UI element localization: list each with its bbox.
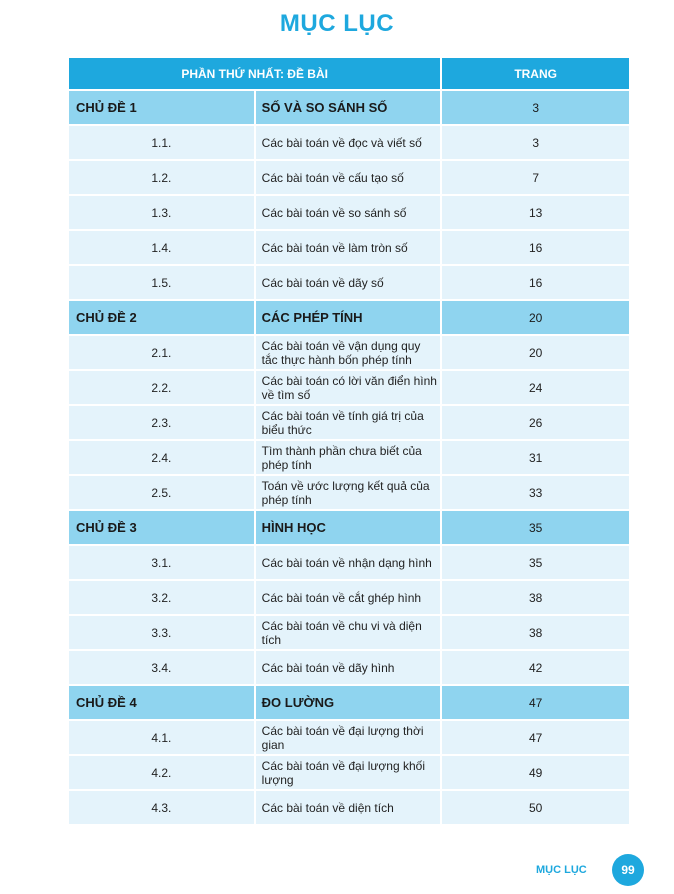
topic-title: HÌNH HỌC (256, 511, 443, 546)
page-number: 35 (442, 511, 629, 546)
page-number: 13 (442, 196, 629, 231)
entry-number: 2.5. (69, 476, 256, 511)
entry-row (69, 266, 629, 301)
entry-row (69, 581, 629, 616)
entry-row (69, 651, 629, 686)
page-number: 26 (442, 406, 629, 441)
topic-title: CÁC PHÉP TÍNH (256, 301, 443, 336)
topic-number: CHỦ ĐỀ 1 (69, 91, 256, 126)
entry-number: 3.4. (69, 651, 256, 686)
page-title: MỤC LỤC (279, 10, 395, 37)
entry-row (69, 441, 629, 476)
entry-number: 3.2. (69, 581, 256, 616)
entry-title: Các bài toán về dãy số (256, 266, 443, 301)
table-of-contents (69, 58, 629, 826)
page-number: 49 (442, 756, 629, 791)
page-number: 47 (442, 686, 629, 721)
entry-number: 2.4. (69, 441, 256, 476)
page-number: 42 (442, 651, 629, 686)
page-number-badge: 99 (612, 854, 644, 886)
page-number: 3 (442, 91, 629, 126)
entry-row (69, 196, 629, 231)
toc-header-row (69, 58, 629, 91)
page-column-heading: TRANG (442, 58, 629, 91)
entry-title: Các bài toán về so sánh số (256, 196, 443, 231)
entry-number: 3.1. (69, 546, 256, 581)
entry-number: 4.1. (69, 721, 256, 756)
page-number: 16 (442, 231, 629, 266)
entry-row (69, 371, 629, 406)
page-number: 33 (442, 476, 629, 511)
topic-row (69, 686, 629, 721)
entry-title: Các bài toán về cắt ghép hình (256, 581, 443, 616)
topic-number: CHỦ ĐỀ 4 (69, 686, 256, 721)
page-number: 38 (442, 581, 629, 616)
page-number: 20 (442, 301, 629, 336)
entry-title: Các bài toán về diện tích (256, 791, 443, 826)
entry-number: 1.2. (69, 161, 256, 196)
entry-number: 3.3. (69, 616, 256, 651)
entry-row (69, 616, 629, 651)
entry-title: Các bài toán về đại lượng khối lượng (256, 756, 443, 791)
page-number: 7 (442, 161, 629, 196)
entry-row (69, 126, 629, 161)
topic-number: CHỦ ĐỀ 3 (69, 511, 256, 546)
entry-title: Các bài toán về đại lượng thời gian (256, 721, 443, 756)
entry-row (69, 336, 629, 371)
entry-title: Các bài toán về đọc và viết số (256, 126, 443, 161)
entry-number: 1.1. (69, 126, 256, 161)
topic-row (69, 301, 629, 336)
page-number: 24 (442, 371, 629, 406)
topic-title: ĐO LƯỜNG (256, 686, 443, 721)
entry-number: 2.3. (69, 406, 256, 441)
page-number: 3 (442, 126, 629, 161)
page-number: 16 (442, 266, 629, 301)
page-number: 20 (442, 336, 629, 371)
entry-title: Các bài toán về nhận dạng hình (256, 546, 443, 581)
toc-body (69, 91, 629, 826)
entry-title: Các bài toán có lời văn điển hình về tìm số (256, 371, 443, 406)
page-number: 31 (442, 441, 629, 476)
entry-title: Các bài toán về làm tròn số (256, 231, 443, 266)
entry-row (69, 231, 629, 266)
entry-title: Các bài toán về tính giá trị của biểu thức (256, 406, 443, 441)
entry-number: 1.4. (69, 231, 256, 266)
entry-row (69, 791, 629, 826)
entry-title: Các bài toán về chu vi và diện tích (256, 616, 443, 651)
topic-number: CHỦ ĐỀ 2 (69, 301, 256, 336)
page-number: 35 (442, 546, 629, 581)
entry-number: 4.2. (69, 756, 256, 791)
entry-row (69, 161, 629, 196)
entry-title: Tìm thành phần chưa biết của phép tính (256, 441, 443, 476)
entry-number: 2.1. (69, 336, 256, 371)
entry-number: 1.5. (69, 266, 256, 301)
part-heading: PHẦN THỨ NHẤT: ĐỀ BÀI (69, 58, 442, 91)
entry-number: 4.3. (69, 791, 256, 826)
entry-title: Toán về ước lượng kết quả của phép tính (256, 476, 443, 511)
entry-number: 2.2. (69, 371, 256, 406)
page-number: 38 (442, 616, 629, 651)
page-number: 47 (442, 721, 629, 756)
footer-label: MỤC LỤC (536, 864, 587, 876)
entry-row (69, 756, 629, 791)
topic-title: SỐ VÀ SO SÁNH SỐ (256, 91, 443, 126)
entry-row (69, 406, 629, 441)
topic-row (69, 91, 629, 126)
entry-row (69, 546, 629, 581)
entry-number: 1.3. (69, 196, 256, 231)
page-number: 50 (442, 791, 629, 826)
entry-title: Các bài toán về cấu tạo số (256, 161, 443, 196)
entry-title: Các bài toán về dãy hình (256, 651, 443, 686)
entry-title: Các bài toán về vận dụng quy tắc thực hành bốn phép tính (256, 336, 443, 371)
topic-row (69, 511, 629, 546)
entry-row (69, 476, 629, 511)
entry-row (69, 721, 629, 756)
